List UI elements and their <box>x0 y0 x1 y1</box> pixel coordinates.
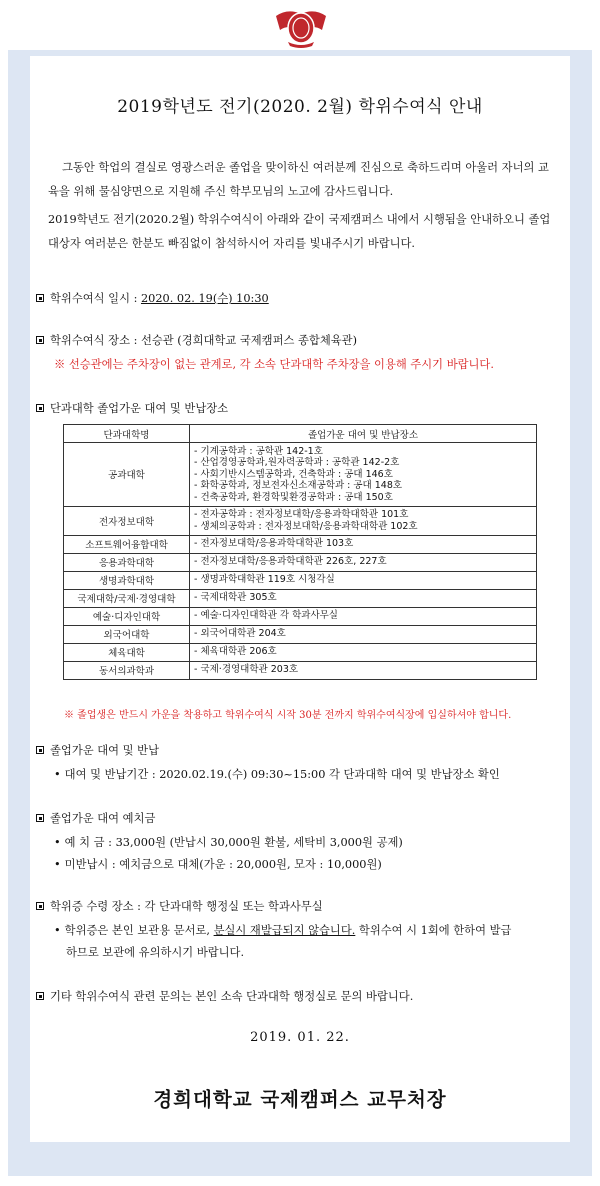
location-line: - 생명과학대학관 119호 시청각실 <box>194 574 335 586</box>
rental-period: • 대여 및 반납기간 : 2020.02.19.(수) 09:30~15:00 각 단과대학 대여 및 반납장소 확인 <box>54 768 500 781</box>
section-bullet-icon <box>36 404 44 412</box>
attire-notice: ※ 졸업생은 반드시 가운을 착용하고 학위수여식 시작 30분 전까지 학위수여식장에 입실하셔야 합니다. <box>64 710 512 721</box>
location-line: - 국제·경영대학관 203호 <box>194 664 299 676</box>
college-name-cell: 체육대학 <box>64 643 190 661</box>
section-deposit: 졸업가운 대여 예치금 <box>36 810 155 826</box>
location-line: - 화학공학과, 정보전자신소재공학과 : 공대 148호 <box>194 480 403 491</box>
college-name-cell: 동서의과학과 <box>64 661 190 679</box>
location-line: - 국제대학관 305호 <box>194 592 277 604</box>
location-cell <box>190 643 537 661</box>
college-name-cell: 생명과학대학 <box>64 571 190 589</box>
table-row <box>64 535 537 553</box>
location-line: - 사회기반시스템공학과, 건축학과 : 공대 146호 <box>194 468 393 480</box>
location-line: - 생체의공학과 : 전자정보대학/응용과학대학관 102호 <box>194 520 418 532</box>
location-cell <box>190 625 537 643</box>
section-bullet-icon <box>36 814 44 822</box>
location-line: - 전자정보대학/응용과학대학관 103호 <box>194 538 354 550</box>
table-row <box>64 553 537 571</box>
section-ceremony-place: 학위수여식 장소 : 선승관 (경희대학교 국제캠퍼스 종합체육관) <box>36 332 357 348</box>
table-row <box>64 643 537 661</box>
intro-paragraph-2: 2019학년도 전기(2020.2월) 학위수여식이 아래와 같이 국제캠퍼스 내에서 시행됨을 안내하오니 졸업대상자 여러분은 한분도 빠짐없이 참석하시어 자리를 빛내주시기 바랍니다. <box>48 213 551 250</box>
table-header-location: 졸업가운 대여 및 반납장소 <box>190 425 537 443</box>
section-bullet-icon <box>36 902 44 910</box>
location-line: - 체육대학관 206호 <box>194 646 277 658</box>
issuer-signature: 경희대학교 국제캠퍼스 교무처장 <box>153 1088 447 1111</box>
section-gown-locations: 단과대학 졸업가운 대여 및 반납장소 <box>36 400 228 416</box>
table-row <box>64 443 537 507</box>
college-name-cell: 소프트웨어융합대학 <box>64 535 190 553</box>
location-cell <box>190 661 537 679</box>
college-name-cell: 예술·디자인대학 <box>64 607 190 625</box>
parking-notice: ※ 선승관에는 주차장이 없는 관계로, 각 소속 단과대학 주차장을 이용해 주시기 바랍니다. <box>54 358 494 371</box>
diploma-notice: • 학위증은 본인 보관용 문서로, 분실시 재발급되지 않습니다. 학위수여 시 1회에 한하여 발급 <box>54 924 512 937</box>
college-name-cell: 외국어대학 <box>64 625 190 643</box>
section-ceremony-date: 학위수여식 일시 : 2020. 02. 19(수) 10:30 <box>36 290 269 306</box>
location-cell <box>190 535 537 553</box>
location-cell <box>190 506 537 535</box>
table-row <box>64 661 537 679</box>
section-bullet-icon <box>36 746 44 754</box>
college-name-cell: 공과대학 <box>64 443 190 507</box>
section-bullet-icon <box>36 294 44 302</box>
location-cell <box>190 589 537 607</box>
location-line: - 전자공학과 : 전자정보대학/응용과학대학관 101호 <box>194 509 409 520</box>
deposit-non-return: • 미반납시 : 예치금으로 대체(가운 : 20,000원, 모자 : 10,000원) <box>54 858 382 871</box>
no-reissue-warning: 분실시 재발급되지 않습니다. <box>213 924 356 937</box>
table-header-college: 단과대학명 <box>64 425 190 443</box>
location-cell <box>190 607 537 625</box>
college-name-cell: 국제대학/국제·경영대학 <box>64 589 190 607</box>
table-row <box>64 625 537 643</box>
location-cell <box>190 443 537 507</box>
table-row <box>64 506 537 535</box>
table-row <box>64 571 537 589</box>
section-bullet-icon <box>36 992 44 1000</box>
table-header-row <box>64 425 537 443</box>
section-diploma: 학위증 수령 장소 : 각 단과대학 행정실 또는 학과사무실 <box>36 898 323 914</box>
section-inquiry: 기타 학위수여식 관련 문의는 본인 소속 단과대학 행정실로 문의 바랍니다. <box>36 988 413 1004</box>
university-emblem-icon <box>274 6 328 50</box>
table-row <box>64 589 537 607</box>
gown-location-table <box>63 424 537 680</box>
ceremony-date-value: 2020. 02. 19(수) 10:30 <box>140 292 269 305</box>
college-name-cell: 응용과학대학 <box>64 553 190 571</box>
location-cell <box>190 571 537 589</box>
college-name-cell: 전자정보대학 <box>64 506 190 535</box>
section-gown-rental: 졸업가운 대여 및 반납 <box>36 742 159 758</box>
issue-date: 2019. 01. 22. <box>250 1030 350 1045</box>
location-line: - 산업경영공학과,원자력공학과 : 공학관 142-2호 <box>194 457 400 468</box>
intro-paragraph-1: 그동안 학업의 결실로 영광스러운 졸업을 맞이하신 여러분께 진심으로 축하드리며 아울러 자너의 교육을 위해 물심양면으로 지원해 주신 학부모님의 노고에 감사드립니다. <box>48 161 549 198</box>
page-title: 2019학년도 전기(2020. 2월) 학위수여식 안내 <box>117 97 483 117</box>
diploma-notice-line2: 하므로 보관에 유의하시기 바랍니다. <box>66 946 245 959</box>
table-row <box>64 607 537 625</box>
location-line: - 외국어대학관 204호 <box>194 628 286 640</box>
location-cell <box>190 553 537 571</box>
location-line: - 예술·디자인대학관 각 학과사무실 <box>194 610 338 622</box>
deposit-amount: • 예 치 금 : 33,000원 (반납시 30,000원 환불, 세탁비 3,000원 공제) <box>54 836 403 849</box>
location-line: - 기계공학과 : 공학관 142-1호 <box>194 445 323 457</box>
location-line: - 전자정보대학/응용과학대학관 226호, 227호 <box>194 556 387 568</box>
location-line: - 건축공학과, 환경학및환경공학과 : 공대 150호 <box>194 491 393 503</box>
section-bullet-icon <box>36 336 44 344</box>
